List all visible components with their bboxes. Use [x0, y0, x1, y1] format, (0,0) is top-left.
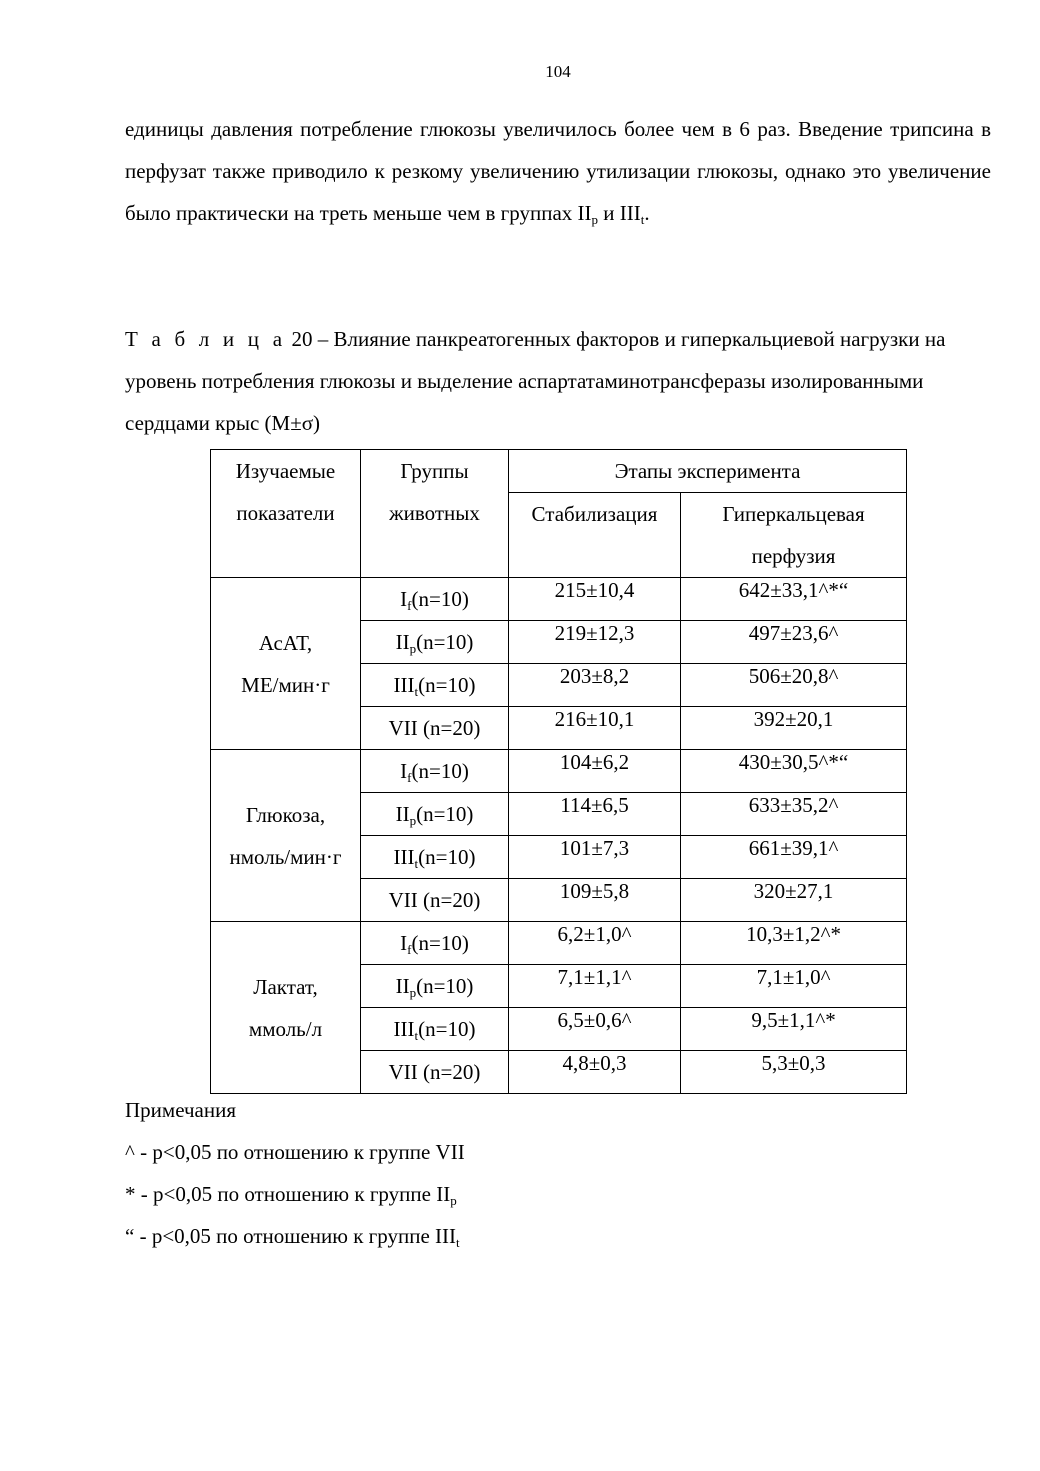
- group-cell: [361, 578, 509, 621]
- page-number: 104: [545, 62, 571, 81]
- indicator-cell: [211, 750, 361, 922]
- group-cell: [361, 1051, 509, 1094]
- group-label: III: [393, 1016, 415, 1041]
- results-table: [210, 449, 907, 1094]
- group-subscript: t: [414, 1027, 419, 1043]
- indicator-label: МЕ/мин·г: [241, 672, 330, 697]
- paragraph-subscript-2: t: [640, 212, 645, 227]
- group-cell: [361, 750, 509, 793]
- stabilization-value: 216±10,1: [509, 707, 681, 750]
- note-text: * - p<0,05 по отношению к группе II: [125, 1182, 451, 1206]
- stabilization-value: 104±6,2: [509, 750, 681, 793]
- group-subscript: p: [409, 812, 417, 828]
- notes-title: Примечания: [125, 1098, 237, 1122]
- group-count: (n=20): [417, 887, 481, 912]
- group-subscript: f: [407, 941, 412, 957]
- group-cell: [361, 793, 509, 836]
- table-row: [211, 578, 907, 621]
- header-groups: Группы животных: [361, 450, 509, 578]
- indicator-cell: [211, 922, 361, 1094]
- stabilization-value: 219±12,3: [509, 621, 681, 664]
- hypercalcemic-value: 497±23,6^: [681, 621, 907, 664]
- group-cell: [361, 707, 509, 750]
- header-indicators: Изучаемые показатели: [211, 450, 361, 578]
- notes: [125, 1089, 465, 1257]
- note-subscript: p: [450, 1193, 457, 1208]
- group-subscript: p: [409, 640, 417, 656]
- group-count: (n=10): [411, 930, 469, 955]
- group-cell: [361, 621, 509, 664]
- stabilization-value: 4,8±0,3: [509, 1051, 681, 1094]
- group-label: III: [393, 844, 415, 869]
- hypercalcemic-value: 5,3±0,3: [681, 1051, 907, 1094]
- group-label: VII: [388, 1059, 418, 1084]
- group-label: II: [395, 629, 410, 654]
- group-cell: [361, 922, 509, 965]
- note-item: [125, 1131, 465, 1173]
- group-label: III: [393, 672, 415, 697]
- header-stabilization: Стабилизация: [509, 493, 681, 578]
- group-count: (n=10): [418, 672, 476, 697]
- group-count: (n=10): [416, 973, 474, 998]
- group-subscript: t: [414, 683, 419, 699]
- group-label: II: [395, 973, 410, 998]
- stabilization-value: 6,2±1,0^: [509, 922, 681, 965]
- group-count: (n=10): [418, 1016, 476, 1041]
- stabilization-value: 7,1±1,1^: [509, 965, 681, 1008]
- group-count: (n=20): [417, 715, 481, 740]
- note-text: “ - p<0,05 по отношению к группе III: [125, 1224, 457, 1248]
- hypercalcemic-value: 642±33,1^*“: [681, 578, 907, 621]
- body-paragraph: [125, 108, 991, 234]
- group-label: I: [400, 758, 408, 783]
- table-caption-text: 20 – Влияние панкреатогенных факторов и гиперкальциевой нагрузки на уровень потребления глюкозы и выделение аспартатаминотрансферазы изолированными сердцами крыс (М±σ): [125, 327, 946, 435]
- group-subscript: t: [414, 855, 419, 871]
- group-count: (n=10): [418, 844, 476, 869]
- table-caption: [125, 318, 995, 444]
- note-item: [125, 1173, 465, 1215]
- hypercalcemic-value: 661±39,1^: [681, 836, 907, 879]
- group-count: (n=10): [416, 629, 474, 654]
- paragraph-text-2: и III: [598, 201, 641, 225]
- hypercalcemic-value: 633±35,2^: [681, 793, 907, 836]
- group-cell: [361, 965, 509, 1008]
- stabilization-value: 109±5,8: [509, 879, 681, 922]
- group-label: I: [400, 930, 408, 955]
- header-hypercalcemic: Гиперкальцевая перфузия: [681, 493, 907, 578]
- stabilization-value: 215±10,4: [509, 578, 681, 621]
- group-cell: [361, 879, 509, 922]
- group-label: VII: [388, 887, 418, 912]
- indicator-label: Глюкоза,: [245, 802, 326, 827]
- group-count: (n=20): [417, 1059, 481, 1084]
- hypercalcemic-value: 7,1±1,0^: [681, 965, 907, 1008]
- indicator-cell: [211, 578, 361, 750]
- note-subscript: t: [456, 1235, 460, 1250]
- hypercalcemic-value: 506±20,8^: [681, 664, 907, 707]
- header-stages: Этапы эксперимента: [509, 450, 907, 493]
- stabilization-value: 101±7,3: [509, 836, 681, 879]
- indicator-label: нмоль/мин·г: [229, 844, 342, 869]
- group-cell: [361, 664, 509, 707]
- hypercalcemic-value: 9,5±1,1^*: [681, 1008, 907, 1051]
- stabilization-value: 6,5±0,6^: [509, 1008, 681, 1051]
- table-row: [211, 922, 907, 965]
- group-subscript: f: [407, 597, 412, 613]
- group-subscript: p: [409, 984, 417, 1000]
- stabilization-value: 203±8,2: [509, 664, 681, 707]
- group-label: II: [395, 801, 410, 826]
- hypercalcemic-value: 320±27,1: [681, 879, 907, 922]
- hypercalcemic-value: 10,3±1,2^*: [681, 922, 907, 965]
- indicator-label: АсАТ,: [258, 630, 313, 655]
- paragraph-text-1: единицы давления потребление глюкозы увеличилось более чем в 6 раз. Введение трипсина в перфузат также приводило к резкому увеличению утилизации глюкозы, однако это увеличение было практически на треть меньше чем в группах II: [125, 117, 991, 225]
- indicator-label: Лактат,: [253, 974, 318, 999]
- group-cell: [361, 1008, 509, 1051]
- table-caption-label: Т а б л и ц а: [125, 327, 287, 351]
- group-count: (n=10): [411, 758, 469, 783]
- hypercalcemic-value: 392±20,1: [681, 707, 907, 750]
- group-label: I: [400, 586, 408, 611]
- table-row: [211, 750, 907, 793]
- group-subscript: f: [407, 769, 412, 785]
- indicator-label: ммоль/л: [248, 1016, 323, 1041]
- group-count: (n=10): [416, 801, 474, 826]
- note-text: ^ - p<0,05 по отношению к группе VII: [125, 1140, 465, 1164]
- hypercalcemic-value: 430±30,5^*“: [681, 750, 907, 793]
- group-count: (n=10): [411, 586, 469, 611]
- group-cell: [361, 836, 509, 879]
- paragraph-subscript-1: p: [591, 212, 599, 227]
- note-item: [125, 1215, 465, 1257]
- group-label: VII: [388, 715, 418, 740]
- paragraph-text-3: .: [644, 201, 650, 225]
- stabilization-value: 114±6,5: [509, 793, 681, 836]
